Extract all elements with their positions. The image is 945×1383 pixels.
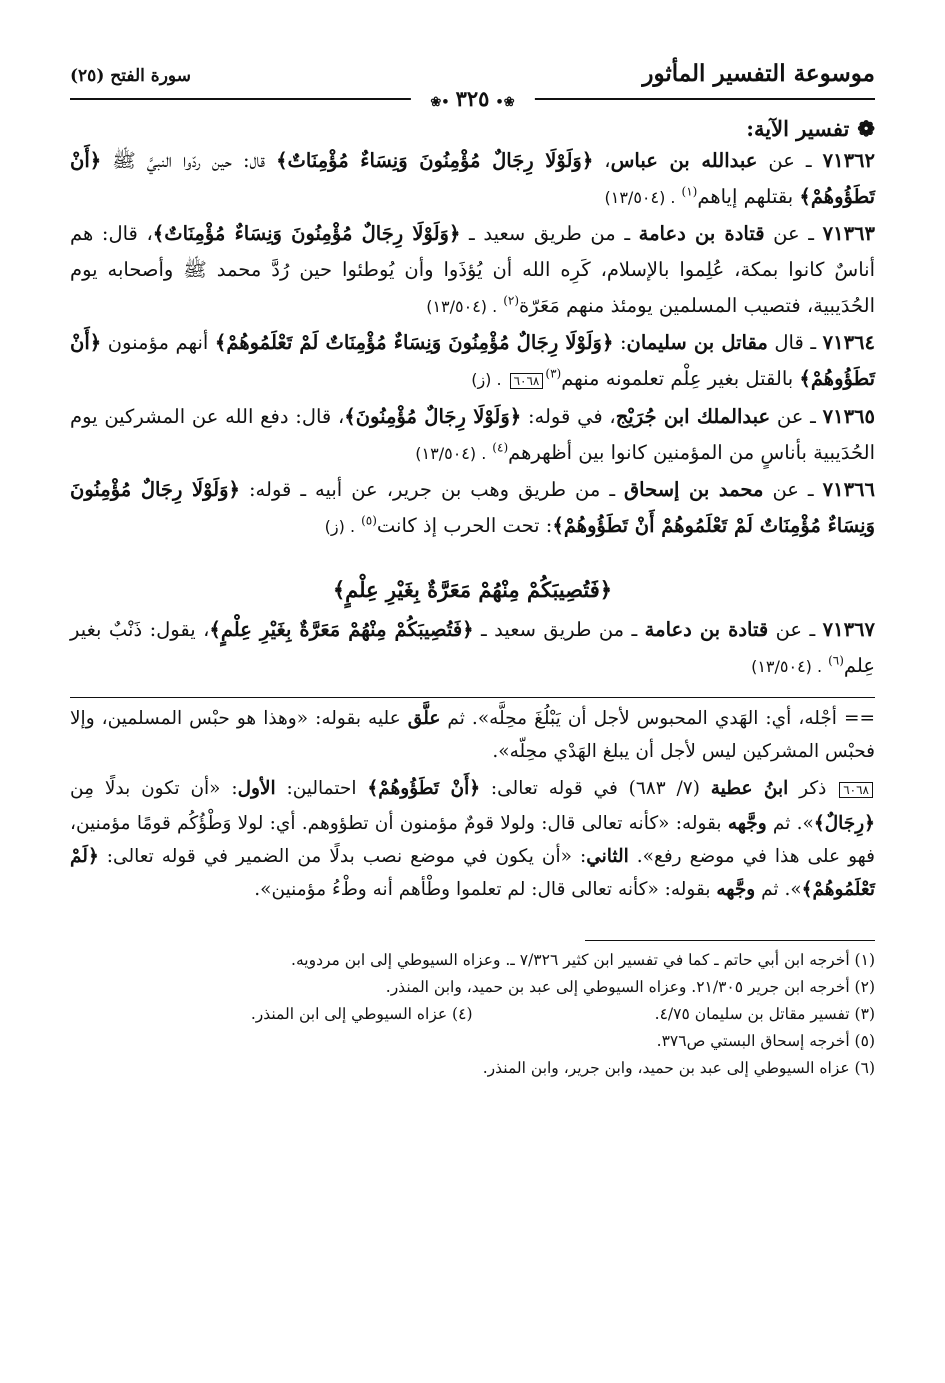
narrator-name: الثاني — [586, 846, 629, 867]
narrator-name: وجَّهه — [716, 879, 756, 900]
footnote-marker: (٤) — [492, 440, 509, 455]
text-segment: احتمالين: — [275, 778, 368, 799]
text-segment: : تحت الحرب إذ كانت — [376, 514, 553, 537]
quran-quote: ﴿رِجَالٌ﴾ — [813, 813, 875, 834]
book-title: موسوعة التفسير المأثور — [642, 60, 875, 87]
narration-paragraph — [70, 472, 875, 545]
narrations-list-2 — [70, 612, 875, 685]
text-segment: ذكر — [788, 778, 838, 799]
text-segment: قال: حين ردّوا النبيَّ ﷺ — [101, 149, 277, 172]
quran-quote: ﴿وَلَوْلَا رِجَالٌ مُؤْمِنُونَ﴾ — [344, 405, 522, 428]
text-segment: : «أن تكون بدلًا مِن — [70, 778, 238, 799]
text-segment: ـ قال — [767, 331, 823, 354]
text-segment: بقتلهم إياهم — [697, 185, 800, 208]
text-segment: ـ من طريق سعيد ـ — [473, 618, 645, 641]
narration-paragraph — [70, 216, 875, 325]
verse-heading: ﴿فَتُصِيبَكُمْ مِنْهُمْ مَعَرَّةٌ بِغَيْرِ عِلْمٍ﴾ — [332, 577, 613, 602]
narrator-name: عبدالله بن عباس — [610, 149, 758, 172]
text-segment: : — [613, 331, 627, 354]
text-segment: ، قال: هم أناسٌ كانوا بمكة، عُلِموا بالإسلام، كَرِه الله أن يُؤذَوا وأن يُوطئوا حين رُدَّ محمد ﷺ وأصحابه يوم الحُدَيبية، فتصيب المسلمين يومئذ منهم مَعَرّة — [70, 222, 875, 317]
quran-quote: ﴿فَتُصِيبَكُمْ مِنْهُمْ مَعَرَّةٌ بِغَيْرِ عِلْمٍ﴾ — [209, 618, 474, 641]
quran-quote: ﴿أَنْ تَطَؤُوهُمْ﴾ — [70, 331, 875, 390]
page-number-wrap — [410, 86, 534, 111]
main-content — [70, 116, 875, 1082]
footnote-row — [70, 1001, 875, 1028]
text-segment: ، يقول: ذَنْبٌ بغير عِلم — [70, 618, 875, 677]
ornament-icon: ❀• — [495, 95, 515, 110]
footnote-marker: (٦) — [828, 653, 844, 668]
text-segment: بقوله: «كأنه تعالى قال: لم تعلموا وطْأهم أنه وطْءُ مؤمنين». — [254, 879, 717, 900]
narrator-name: عبدالملك ابن جُرَيْج — [615, 405, 771, 428]
narrator-name: مقاتل بن سليمان — [626, 331, 768, 354]
text-segment: ». ثم — [755, 879, 802, 900]
narration-number: ٧١٣٦٦ — [822, 478, 876, 501]
narration-number: ٧١٣٦٢ — [822, 149, 875, 172]
narrator-name: وجَّهه — [727, 813, 767, 834]
text-segment: بالقتل بغير عِلْم تعلمونه منهم — [561, 367, 800, 390]
text-segment: ـ من طريق وهب بن جرير، عن أبيه ـ قوله: — [239, 478, 625, 501]
narration-number: ٧١٣٦٧ — [822, 618, 875, 641]
text-segment: أنهم مؤمنون — [101, 331, 215, 354]
page-header — [70, 58, 875, 111]
text-segment: ». ثم — [766, 813, 814, 834]
text-segment: == أجْله، أي: الهَدي المحبوس لأجل أن يَبْلُغَ محِلَّه». ثم — [440, 708, 875, 729]
narration-paragraph — [70, 399, 875, 472]
footnotes — [70, 947, 875, 1082]
section-title-text: تفسير الآية: — [746, 116, 850, 141]
narration-paragraph — [70, 325, 875, 399]
commentary-box-number: ٦٠٦٨ — [510, 373, 544, 389]
narrator-name: محمد بن إسحاق — [624, 478, 764, 501]
quran-quote: ﴿أَنْ تَطَؤُوهُمْ﴾ — [70, 149, 875, 208]
narrator-name: ابنُ عطية — [710, 778, 789, 799]
footnotes-separator — [585, 940, 875, 941]
footnote-2: (٢) أخرجه ابن جرير ٢١/٣٠٥. وعزاه السيوطي إلى عبد بن حميد، وابن المنذر. — [385, 978, 875, 996]
text-segment: ، — [593, 149, 611, 172]
ornament-icon: •❀ — [430, 95, 450, 110]
footnote-6: (٦) عزاه السيوطي إلى عبد بن حميد، وابن جرير، وابن المنذر. — [482, 1059, 875, 1077]
commentary-box-number: ٦٠٦٨ — [839, 782, 873, 798]
page-number: ٣٢٥ — [455, 86, 490, 111]
narrator-name: علَّق — [407, 708, 441, 729]
text-segment: ـ عن — [757, 149, 823, 172]
quran-quote: ﴿وَلَوْلَا رِجَالٌ مُؤْمِنُونَ وَنِسَاءٌ مُؤْمِنَاتٌ لَمْ تَعْلَمُوهُمْ﴾ — [214, 331, 614, 354]
volume-reference: . (ز) — [324, 517, 356, 536]
narration-number: ٧١٣٦٥ — [822, 405, 875, 428]
quran-quote: ﴿أَنْ تَطَؤُوهُمْ﴾ — [367, 778, 481, 799]
volume-reference: . (١٣/٥٠٤) — [604, 188, 676, 207]
text-segment: ـ من طريق سعيد ـ — [460, 222, 639, 245]
footnote-marker: (١) — [681, 184, 698, 199]
footnote-marker: (٢) — [503, 293, 520, 308]
section-title — [70, 116, 875, 141]
footnote-3: (٣) تفسير مقاتل بن سليمان ٤/٧٥. — [654, 1005, 875, 1023]
text-segment: : «أن يكون في موضع نصب بدلًا من الضمير في قوله تعالى: — [98, 846, 587, 867]
text-segment: ـ عن — [768, 618, 823, 641]
surah-title: سورة الفتح (٢٥) — [70, 66, 191, 86]
text-segment: عليه بقوله: «وهذا هو حبْس المسلمين، وإلا فحبْس المشركين ليس لأجل أن يبلغ الهَدْي محِلّه». — [70, 708, 875, 762]
quran-quote: ﴿وَلَوْلَا رِجَالٌ مُؤْمِنُونَ وَنِسَاءٌ مُؤْمِنَاتٌ﴾ — [152, 222, 461, 245]
text-segment: ـ عن — [763, 478, 823, 501]
text-segment: بقوله: «كأنه تعالى قال: ولولا قومٌ مؤمنون أن تطؤوهم. أي: لولا وَطْؤُكُم قومًا مؤمنين، فهو على هذا في موضع رفع». — [70, 813, 876, 867]
notes-separator — [70, 697, 875, 698]
quran-quote: ﴿لَمْ تَعْلَمُوهُمْ﴾ — [70, 846, 875, 900]
footnote-4: (٤) عزاه السيوطي إلى ابن المنذر. — [250, 1005, 473, 1023]
narration-paragraph — [70, 143, 875, 216]
narrations-list — [70, 143, 875, 545]
commentary-notes — [70, 702, 875, 906]
narrator-name: الأول — [237, 778, 276, 799]
narrator-name: قتادة بن دعامة — [644, 618, 769, 641]
volume-reference: . (١٣/٥٠٤) — [426, 297, 498, 316]
volume-reference: . (١٣/٥٠٤) — [751, 657, 823, 676]
narration-number: ٧١٣٦٣ — [822, 222, 875, 245]
footnote-marker: (٣) — [545, 366, 562, 381]
commentary-paragraph — [70, 772, 875, 906]
commentary-paragraph — [70, 702, 875, 768]
volume-reference: . (١٣/٥٠٤) — [415, 444, 487, 463]
footnote-5: (٥) أخرجه إسحاق البستي ص٣٧٦. — [656, 1032, 875, 1050]
footnote-1: (١) أخرجه ابن أبي حاتم ـ كما في تفسير ابن كثير ٧/٣٢٦ ـ. وعزاه السيوطي إلى ابن مردويه. — [291, 951, 875, 969]
quran-quote: ﴿وَلَوْلَا رِجَالٌ مُؤْمِنُونَ وَنِسَاءٌ مُؤْمِنَاتٌ﴾ — [276, 149, 594, 172]
narration-paragraph — [70, 612, 875, 685]
quran-quote: ﴿وَلَوْلَا رِجَالٌ مُؤْمِنُونَ وَنِسَاءٌ مُؤْمِنَاتٌ لَمْ تَعْلَمُوهُمْ أَنْ تَطَؤُوهُمْ﴾ — [70, 478, 875, 537]
text-segment: ـ عن — [770, 405, 823, 428]
narration-number: ٧١٣٦٤ — [822, 331, 875, 354]
narrator-name: قتادة بن دعامة — [638, 222, 765, 245]
text-segment: ، في قوله: — [521, 405, 616, 428]
footnote-marker: (٥) — [361, 513, 377, 528]
flower-icon: ❁ — [857, 116, 875, 141]
text-segment: (٧/ ٦٨٣) في قوله تعالى: — [480, 778, 711, 799]
volume-reference: . (ز) — [471, 370, 502, 389]
text-segment: ـ عن — [764, 222, 823, 245]
text-segment: ، قال: دفع الله عن المشركين يوم الحُدَيبية بأناسٍ من المؤمنين كانوا بين أظهرهم — [70, 405, 875, 464]
